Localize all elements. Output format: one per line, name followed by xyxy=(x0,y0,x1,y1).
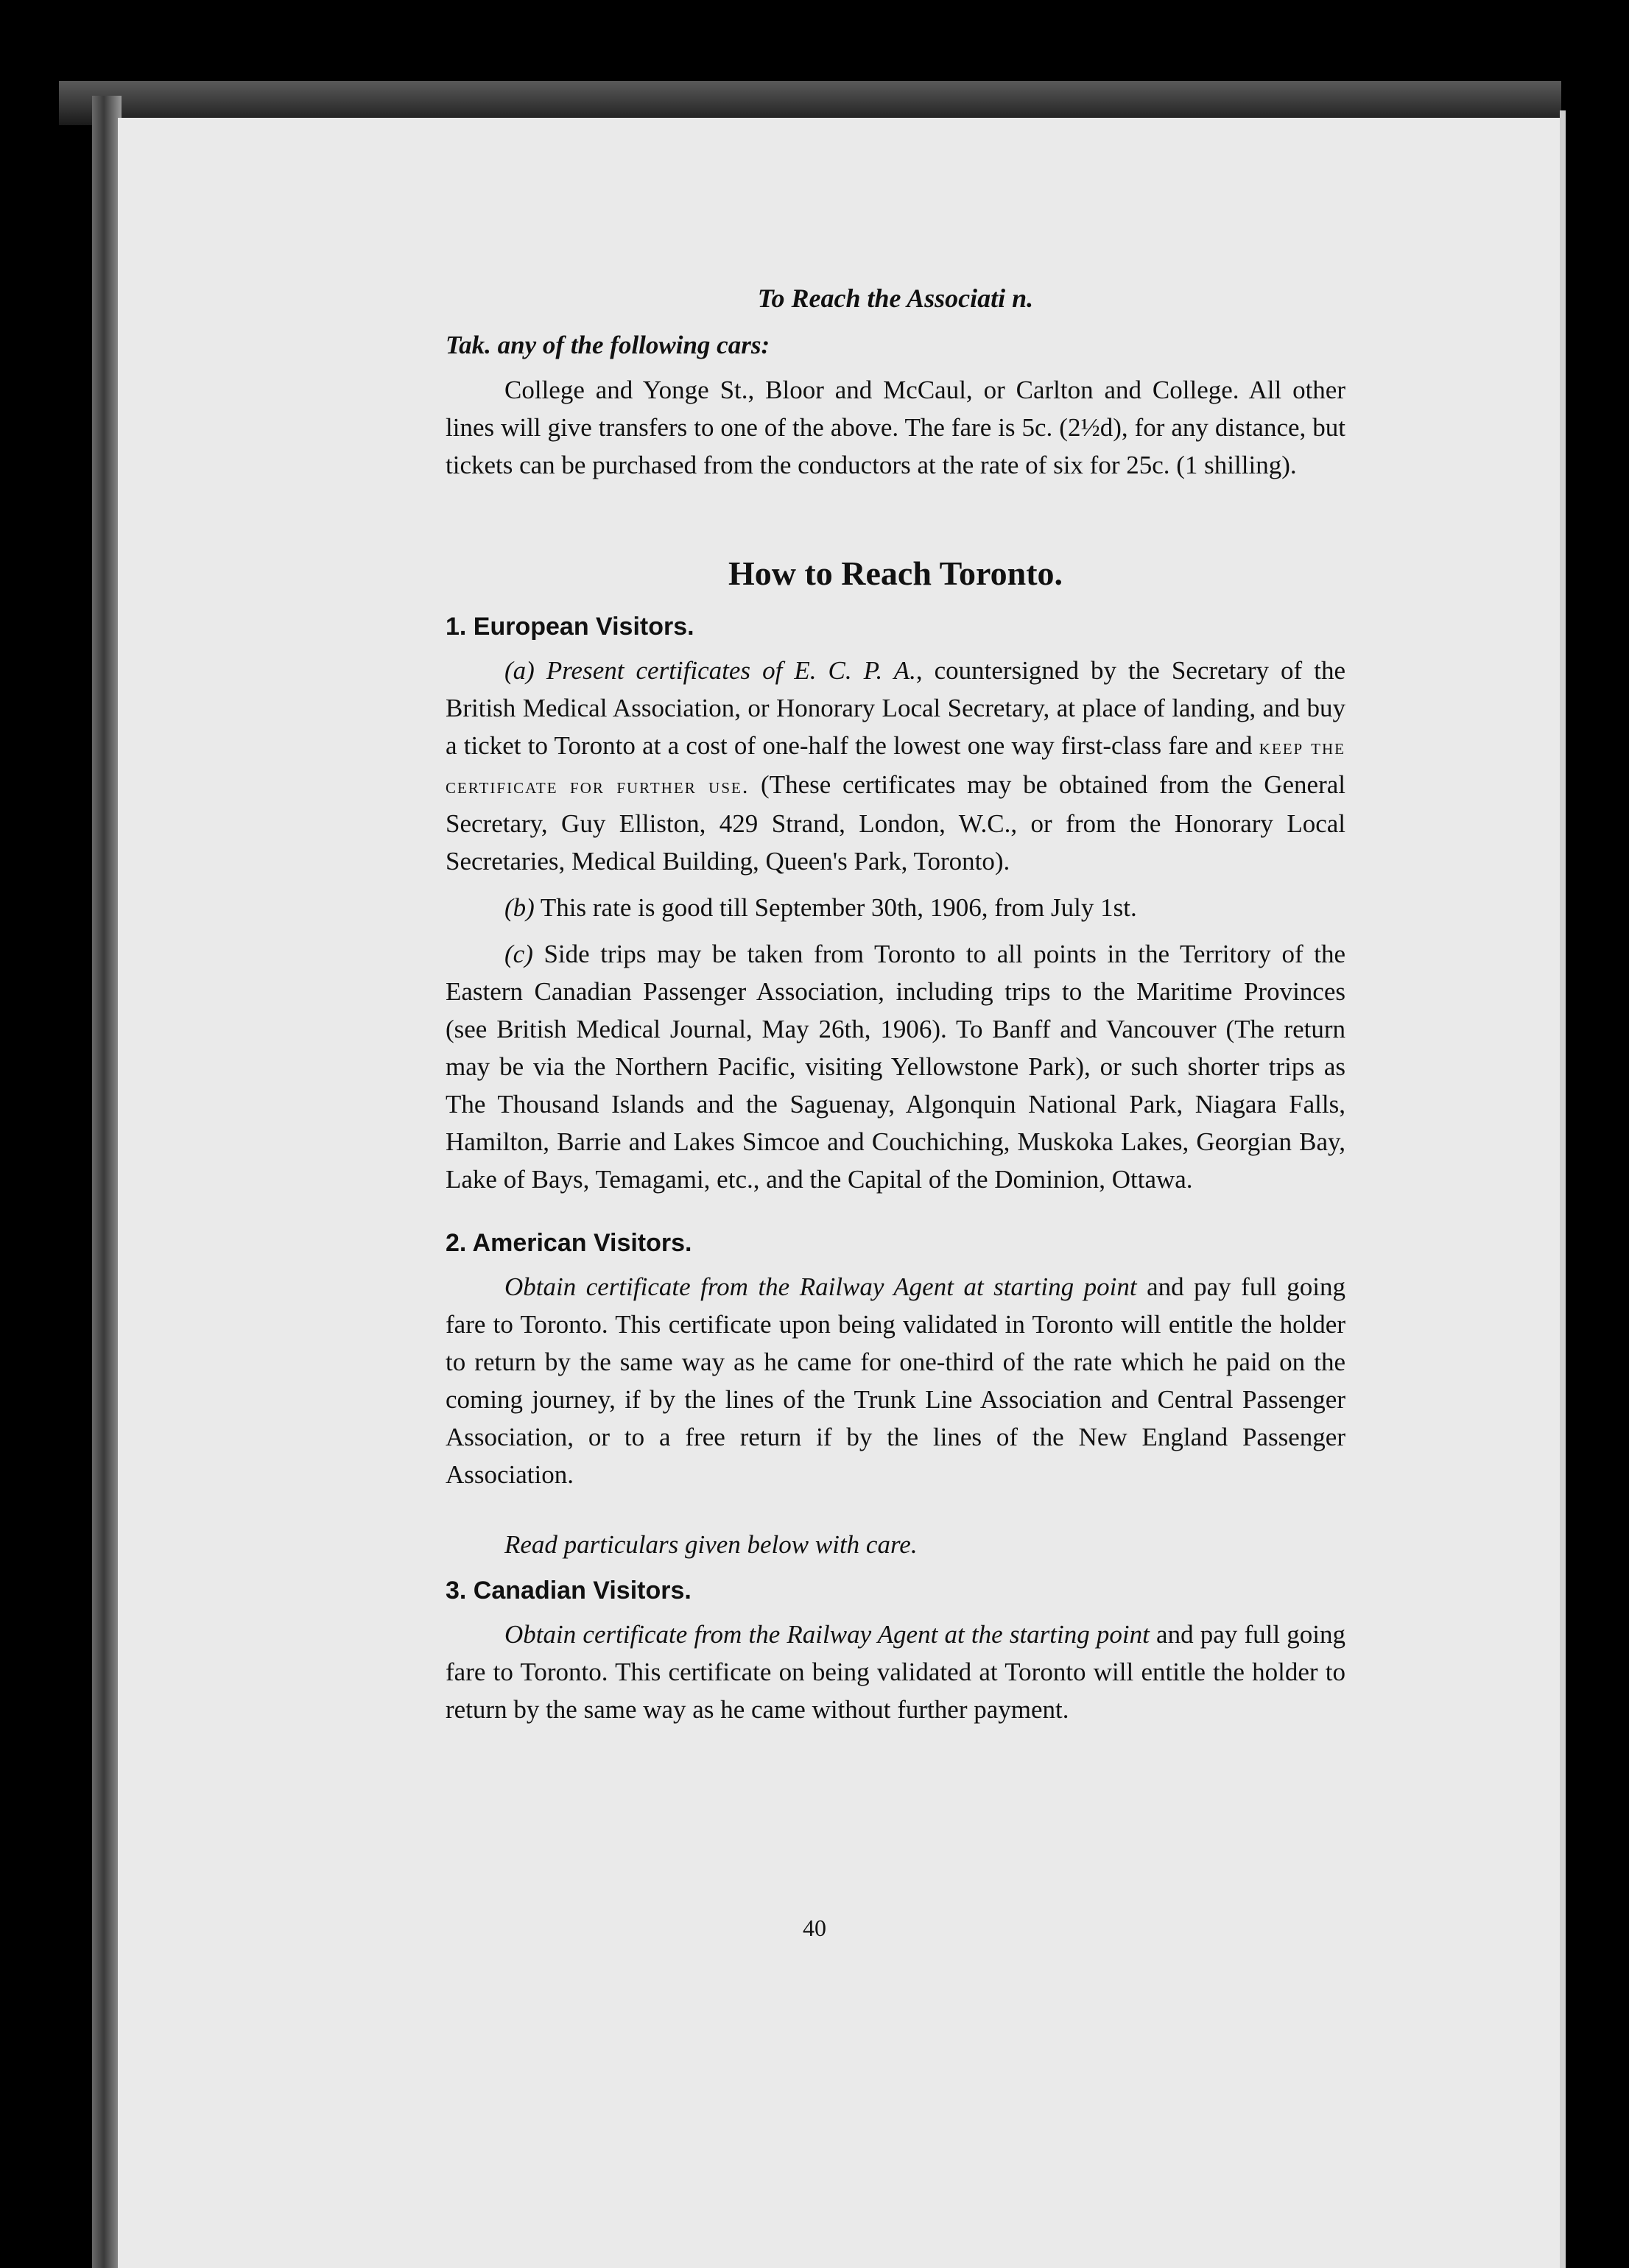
label-b: (b) xyxy=(504,893,535,922)
european-para-a xyxy=(446,652,1345,880)
page-fold xyxy=(1560,110,1566,2268)
keep-certificate-caps: keep the certificate for further use. xyxy=(446,735,1345,798)
american-visitors-heading: 2. American Visitors. xyxy=(446,1229,692,1257)
label-a: (a) xyxy=(504,656,535,685)
european-para-b xyxy=(446,889,1345,926)
american-text: and pay full going fare to Toronto. This certificate upon being validated in Toronto will entitle the holder to return by the same way as he came for one-third of the rate which he paid on the coming journey, if by the lines of the Trunk Line Association and Central Passenger Association, or to a free return if by the lines of the New England Passenger Association. xyxy=(446,1272,1345,1489)
european-a-text2: (These certificates may be obtained from the General Secretary, Guy Elliston, 429 Strand, London, W.C., or from the Honorary Local Secretaries, Medical Building, Queen's Park, Toronto). xyxy=(446,770,1346,876)
page-content xyxy=(446,280,1345,1737)
canadian-text: and pay full going fare to Toronto. This certificate on being validated at Toronto will entitle the holder to return by the same way as he came without further payment. xyxy=(446,1620,1345,1724)
european-c-text: Side trips may be taken from Toronto to all points in the Territory of the Eastern Canadian Passenger Association, including trips to the Maritime Provinces (see British Medical Journal, May 26th, 1906). To Banff and Vancouver (The return may be via the Northern Pacific, visiting Yellowstone Park), or such shorter trips as The Thousand Islands and the Saguenay, Algonquin National Park, Niagara Falls, Hamilton, Barrie and Lakes Simcoe and Couchiching, Muskoka Lakes, Georgian Bay, Lake of Bays, Temagami, etc., and the Capital of the Dominion, Ottawa. xyxy=(446,940,1345,1194)
to-reach-heading: To Reach the Associati n. xyxy=(757,284,1034,313)
european-a-text1: , countersigned by the Secretary of the British Medical Association, or Honorary Local Secretary, at place of landing, and buy a ticket to Toronto at a cost of one-half the lowest one way first-class fare and xyxy=(446,656,1345,760)
canadian-visitors-heading: 3. Canadian Visitors. xyxy=(446,1577,692,1605)
certificates-phrase: Present certificates of E. C. P. A. xyxy=(546,656,916,685)
section-title: How to Reach Toronto. xyxy=(728,554,1063,592)
read-particulars-note: Read particulars given below with care. xyxy=(504,1530,918,1559)
page-number: 40 xyxy=(803,1915,826,1941)
scan-left-edge xyxy=(92,96,122,2268)
canadian-italic: Obtain certificate from the Railway Agent at the starting point xyxy=(504,1620,1150,1649)
label-c: (c) xyxy=(504,940,533,968)
european-para-c xyxy=(446,935,1345,1198)
american-italic: Obtain certificate from the Railway Agent at starting point xyxy=(504,1272,1137,1301)
take-cars-line: Tak. any of the following cars: xyxy=(446,331,770,359)
cars-paragraph: College and Yonge St., Bloor and McCaul, or Carlton and College. All other lines will give transfers to one of the above. The fare is 5c. (2½d), for any distance, but tickets can be purchased from the conductors at the rate of six for 25c. (1 shilling). xyxy=(446,376,1345,479)
canadian-para xyxy=(446,1616,1345,1728)
european-visitors-heading: 1. European Visitors. xyxy=(446,613,694,641)
american-para xyxy=(446,1268,1345,1493)
european-b-text: This rate is good till September 30th, 1906, from July 1st. xyxy=(534,893,1137,922)
